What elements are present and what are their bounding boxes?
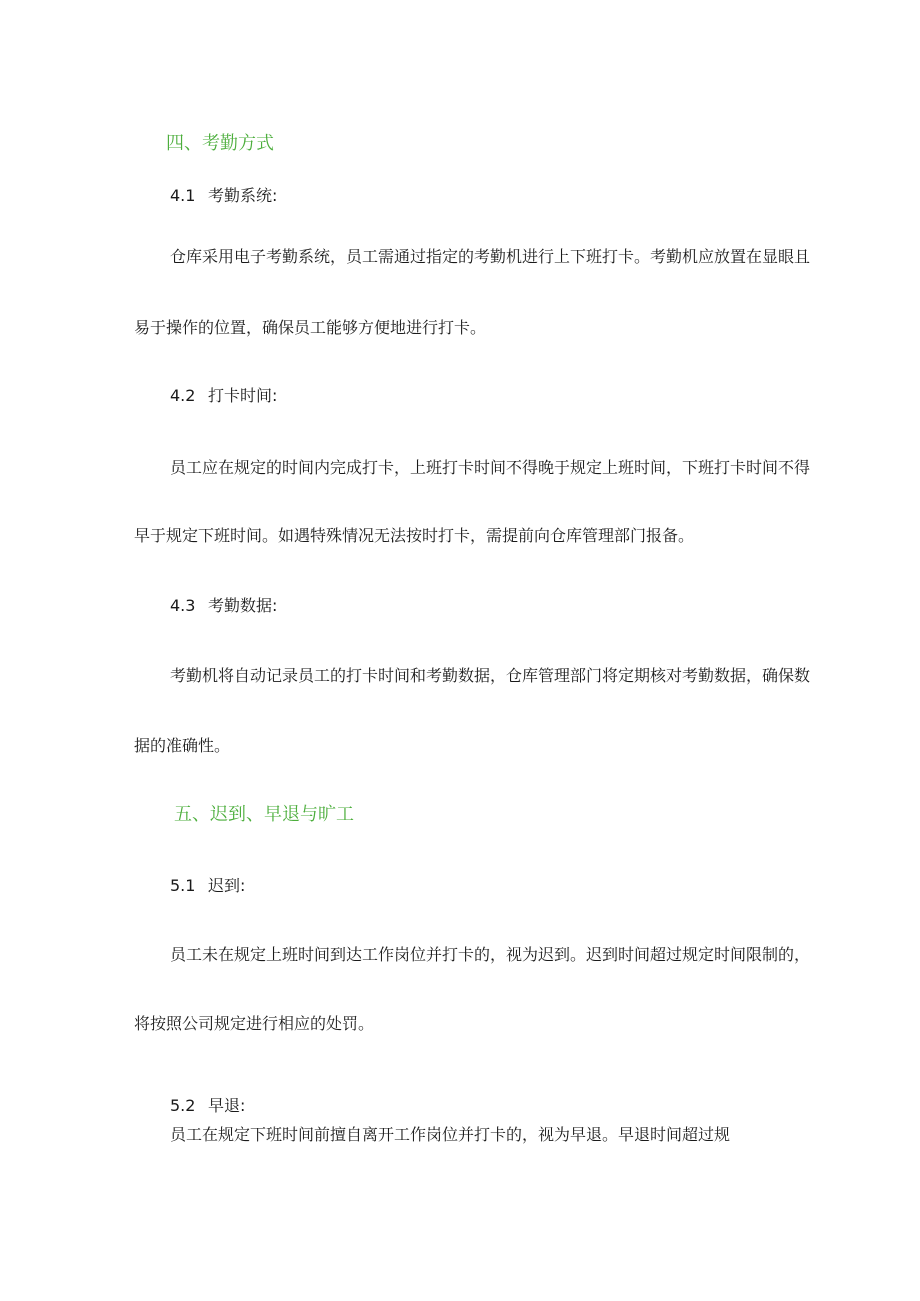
- paragraph-5-1-line-1: 员工未在规定上班时间到达工作岗位并打卡的，视为迟到。迟到时间超过规定时间限制的，: [170, 945, 811, 964]
- subsection-title: 迟到:: [208, 876, 246, 895]
- subsection-title: 考勤系统:: [208, 186, 278, 205]
- paragraph-4-2-line-1: 员工应在规定的时间内完成打卡，上班打卡时间不得晚于规定上班时间，下班打卡时间不得: [170, 458, 811, 477]
- subsection-5-1: [170, 876, 245, 896]
- subsection-title: 早退:: [208, 1096, 246, 1115]
- section-heading-5: 五、迟到、早退与旷工: [174, 804, 354, 825]
- subsection-number: 4.1: [170, 186, 196, 205]
- subsection-title: 考勤数据:: [208, 596, 278, 615]
- subsection-number: 4.2: [170, 386, 196, 405]
- paragraph-4-3-line-2: 据的准确性。: [134, 736, 231, 755]
- subsection-number: 5.2: [170, 1096, 196, 1115]
- section-heading-4: 四、考勤方式: [166, 133, 274, 154]
- subsection-4-1: [170, 186, 277, 206]
- subsection-number: 4.3: [170, 596, 196, 615]
- paragraph-4-3-line-1: 考勤机将自动记录员工的打卡时间和考勤数据，仓库管理部门将定期核对考勤数据，确保数: [170, 666, 811, 685]
- paragraph-4-1-line-1: 仓库采用电子考勤系统，员工需通过指定的考勤机进行上下班打卡。考勤机应放置在显眼且: [170, 247, 811, 266]
- subsection-4-3: [170, 596, 277, 616]
- paragraph-5-2-line-1: 员工在规定下班时间前擅自离开工作岗位并打卡的，视为早退。早退时间超过规: [170, 1125, 731, 1144]
- subsection-5-2: [170, 1096, 245, 1116]
- paragraph-5-1-line-2: 将按照公司规定进行相应的处罚。: [134, 1014, 375, 1033]
- subsection-4-2: [170, 386, 277, 406]
- subsection-title: 打卡时间:: [208, 386, 278, 405]
- paragraph-4-1-line-2: 易于操作的位置，确保员工能够方便地进行打卡。: [134, 318, 487, 337]
- paragraph-4-2-line-2: 早于规定下班时间。如遇特殊情况无法按时打卡，需提前向仓库管理部门报备。: [134, 526, 695, 545]
- subsection-number: 5.1: [170, 876, 196, 895]
